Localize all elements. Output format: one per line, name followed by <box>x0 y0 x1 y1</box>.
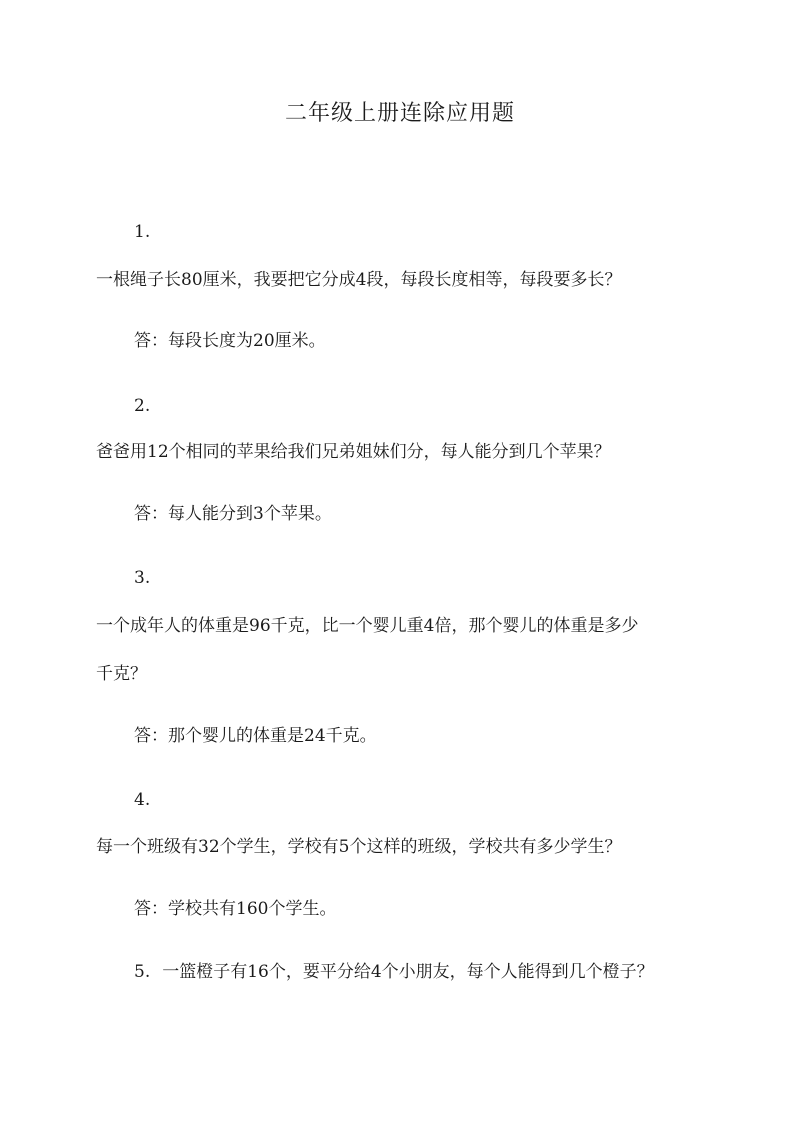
problem-1-question: 一根绳子长80厘米，我要把它分成4段，每段长度相等，每段要多长？ <box>96 270 622 290</box>
problem-3-number: 3. <box>134 568 151 588</box>
page-title: 二年级上册连除应用题 <box>284 101 515 126</box>
problem-2-answer: 答：每人能分到3个苹果。 <box>134 504 332 524</box>
problem-5-number: 5. <box>134 962 151 982</box>
problem-5-line <box>134 960 654 984</box>
problem-3-question-line-2: 千克？ <box>96 664 147 684</box>
problem-1-number: 1. <box>134 222 151 242</box>
problem-3-answer: 答：那个婴儿的体重是24千克。 <box>134 726 377 746</box>
problem-4-question: 每一个班级有32个学生，学校有5个这样的班级，学校共有多少学生？ <box>96 837 622 857</box>
problem-2-question: 爸爸用12个相同的苹果给我们兄弟姐妹们分，每人能分到几个苹果？ <box>96 442 611 462</box>
problem-4-number: 4. <box>134 790 151 810</box>
problem-4-answer: 答：学校共有160个学生。 <box>134 899 337 919</box>
problem-3-question-line-1: 一个成年人的体重是96千克，比一个婴儿重4倍，那个婴儿的体重是多少 <box>96 616 639 636</box>
problem-1-answer: 答：每段长度为20厘米。 <box>134 331 326 351</box>
problem-5-question: 一篮橙子有16个，要平分给4个小朋友，每个人能得到几个橙子？ <box>162 962 654 982</box>
problem-2-number: 2. <box>134 396 151 416</box>
